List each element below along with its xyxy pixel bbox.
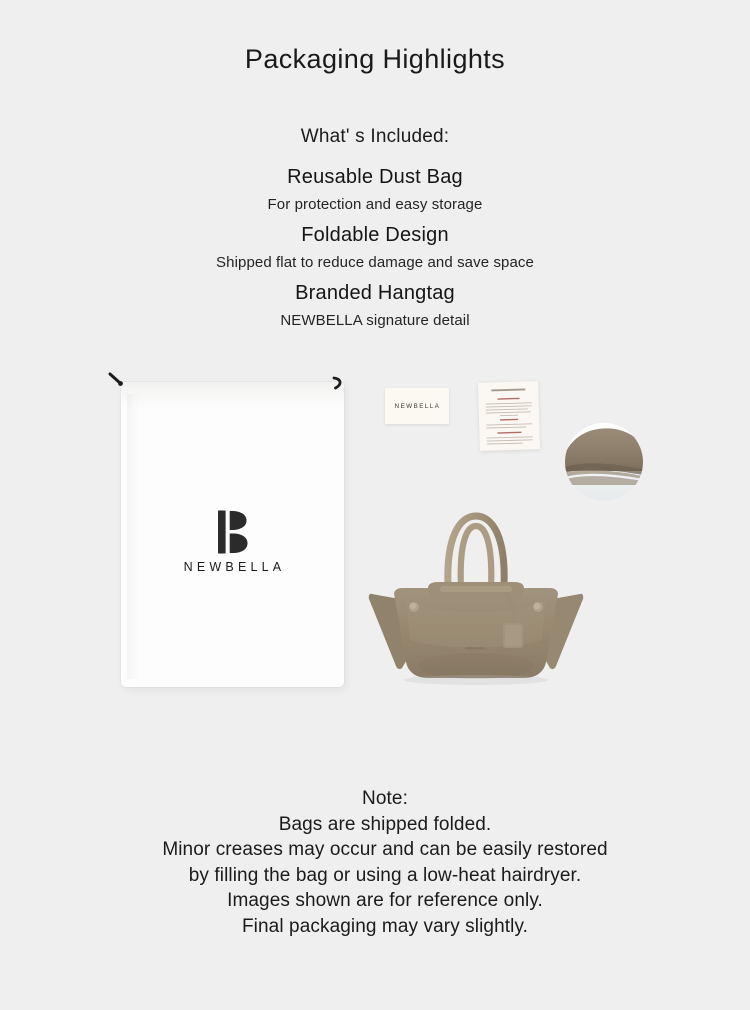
feature-description: NEWBELLA signature detail [280,312,470,329]
whats-included-label: What' s Included: [300,126,450,147]
note-line: Minor creases may occur and can be easily restored [162,839,608,860]
note-line: Bags are shipped folded. [278,813,492,835]
feature-item-dust-bag [0,166,750,213]
drawstring-tie-right-icon [330,376,346,392]
note-line: Note: [362,788,408,809]
tote-bag-image [366,490,586,690]
feature-title: Foldable Design [301,224,449,246]
feature-item-branded-hangtag [0,282,750,329]
feature-description: For protection and easy storage [267,196,483,213]
dust-bag-wordmark: NEWBELLA [183,560,286,574]
drawstring-tie-left-icon [108,372,124,388]
hangtag-image [385,388,449,424]
feature-item-foldable-design [0,224,750,271]
feature-title: Branded Hangtag [295,282,455,304]
tote-bag-illustration [366,490,586,690]
care-instruction-card-image [478,381,540,451]
page-title: Packaging Highlights [244,44,506,74]
dust-bag-image [121,382,344,687]
note-line: Images shown are for reference only. [227,890,543,911]
care-card-text-lines [478,381,540,451]
dust-bag-logo [121,510,344,574]
product-montage [0,360,750,705]
hangtag-brand: NEWBELLA [394,402,441,410]
feature-description: Shipped flat to reduce damage and save space [216,254,534,271]
feature-title: Reusable Dust Bag [287,166,463,188]
note-block [25,786,745,939]
note-line: Final packaging may vary slightly. [241,915,529,937]
note-line: by filling the bag or using a low-heat hairdryer. [188,864,582,886]
newbella-monogram-b-icon [216,510,250,554]
